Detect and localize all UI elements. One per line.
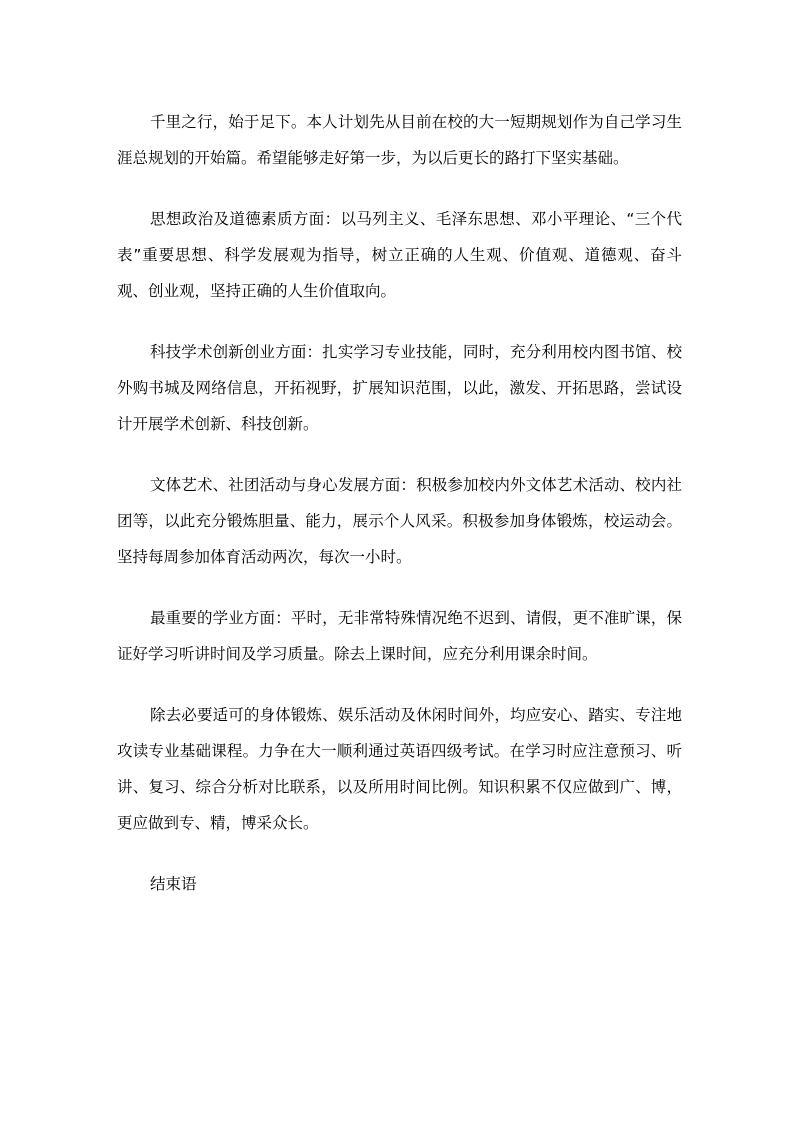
paragraph-intro: 千里之行，始于足下。本人计划先从目前在校的大一短期规划作为自己学习生涯总规划的开始篇。希望能够走好第一步，为以后更长的路打下坚实基础。 xyxy=(117,113,682,167)
paragraph-activities: 文体艺术、社团活动与身心发展方面：积极参加校内外文体艺术活动、校内社团等，以此充分锻炼胆量、能力，展示个人风采。积极参加身体锻炼，校运动会。坚持每周参加体育活动两次，每次一小时。 xyxy=(117,476,682,566)
document-body xyxy=(117,104,682,902)
paragraph-ideology: 思想政治及道德素质方面：以马列主义、毛泽东思想、邓小平理论、“三个代表”重要思想、科学发展观为指导，树立正确的人生观、价值观、道德观、奋斗观、创业观，坚持正确的人生价值取向。 xyxy=(117,210,682,300)
paragraph-study-plan: 除去必要适可的身体锻炼、娱乐活动及休闲时间外，均应安心、踏实、专注地攻读专业基础课程。力争在大一顺利通过英语四级考试。在学习时应注意预习、听讲、复习、综合分析对比联系，以及所用时间比例。知识积累不仅应做到广、博，更应做到专、精，博采众长。 xyxy=(117,706,682,832)
paragraph-innovation: 科技学术创新创业方面：扎实学习专业技能，同时，充分利用校内图书馆、校外购书城及网络信息，开拓视野，扩展知识范围，以此，激发、开拓思路，尝试设计开展学术创新、科技创新。 xyxy=(117,343,682,433)
paragraph-academics: 最重要的学业方面：平时，无非常特殊情况绝不迟到、请假，更不准旷课，保证好学习听讲时间及学习质量。除去上课时间，应充分利用课余时间。 xyxy=(117,609,682,663)
closing-heading: 结束语 xyxy=(150,875,197,893)
